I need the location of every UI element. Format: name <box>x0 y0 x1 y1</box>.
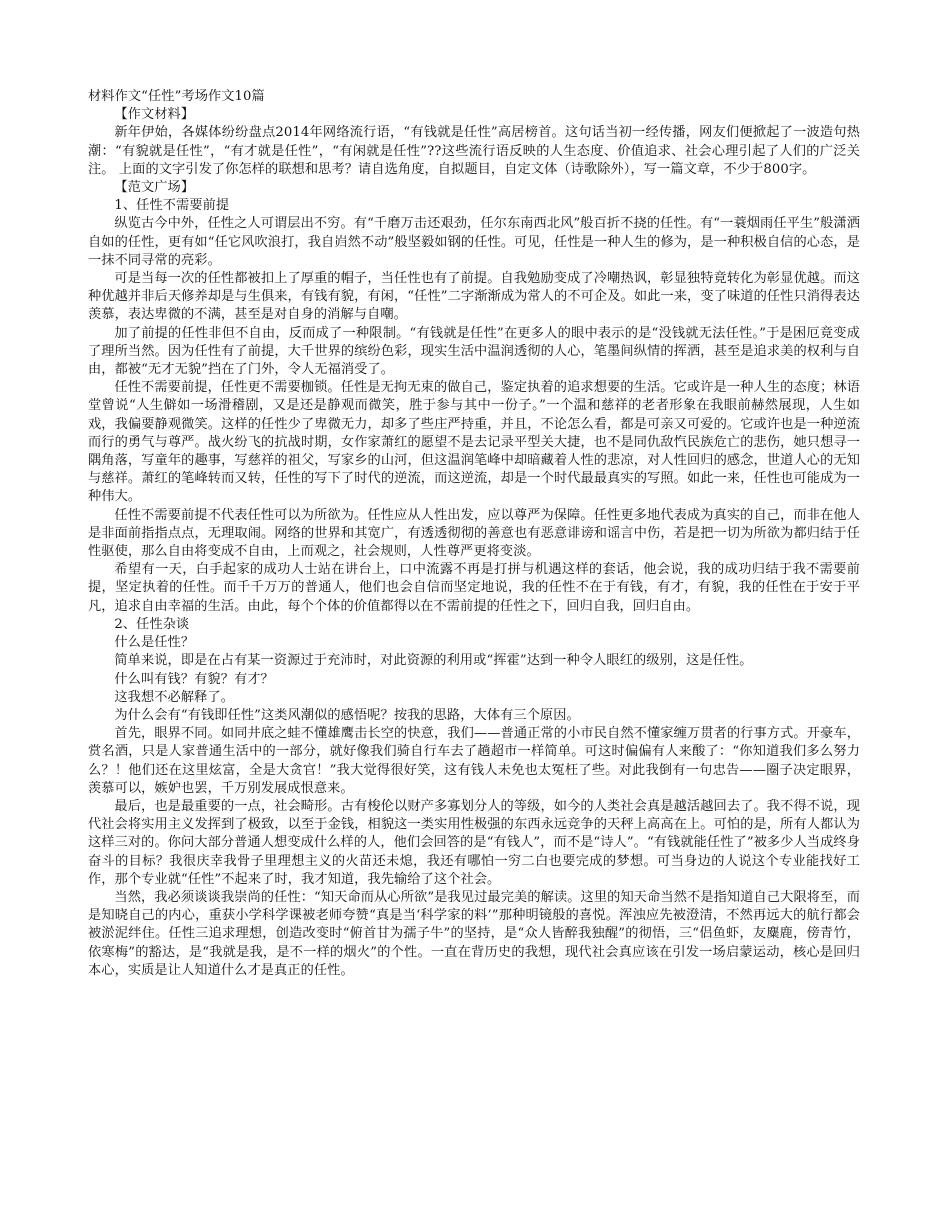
section-heading-examples: 【范文广场】 <box>114 180 195 196</box>
paragraph: 首先，眼界不同。如同井底之蛙不懂雄鹰击长空的快意，我们——普通正常的小市民自然不懂家缠万贯者的行事方式。开豪车，赏名酒，只是人家普通生活中的一部分，就好像我们骑自行车去了趟超市一样简单。可这时偏偏有人来酸了：“你知道我们多么努力么？！他们还在这里炫富，全是大贪官！”我大觉得很好笑，这有钱人未免也太冤枉了些。对此我倒有一句忠告——圈子决定眼界，羡慕可以，嫉妒也罢，千万别发展成恨意来。 <box>88 726 860 796</box>
paragraph: 新年伊始，各媒体纷纷盘点2014年网络流行语，“有钱就是任性”高居榜首。这句话当初一经传播，网友们便掀起了一波造句热潮：“有貌就是任性”，“有才就是任性”，“有闲就是任性”??这些流行语反映的人生态度、价值追求、社会心理引起了人们的广泛关注。 上面的文字引发了你怎样的联想和思考？请自选角度，自拟题目，自定文体（诗歌除外），写一篇文章，不少于800字。 <box>88 125 860 177</box>
document-title: 材料作文“任性”考场作文10篇 <box>88 89 265 104</box>
paragraph: 最后，也是最重要的一点，社会畸形。古有梭伦以财产多寡划分人的等级，如今的人类社会真是越活越回去了。我不得不说，现代社会将实用主义发挥到了极致，以至于金钱，相貌这一类实用性极强的东西永远竞争的天秤上高高在上。可怕的是，所有人都认为这样三对的。你问大部分普通人想变成什么样的人，他们会回答的是“有钱人”，而不是“诗人”。“有钱就能任性了”被多少人当成终身奋斗的目标？我很庆幸我骨子里理想主义的火苗还未熄，我还有哪怕一穷二白也要完成的梦想。可当身边的人说这个专业能找好工作，那个专业就“任性”不起来了时，我才知道，我先输给了这个社会。 <box>88 798 860 887</box>
document-page <box>88 88 860 980</box>
paragraph: 当然，我必须谈谈我崇尚的任性：“知天命而从心所欲”是我见过最完美的解读。这里的知天命当然不是指知道自己大限将至，而是知晓自己的内心，重获小学科学课被老师夸赞“真是当‘科学家的料’”那种明镜般的喜悦。浑浊应先被澄清，不然再远大的航行都会被淤泥绊住。任性三追求理想，创造改变时“俯首甘为孺子牛”的坚持，是“众人皆醉我独醒”的彻悟，三“侣鱼虾，友麋鹿，傍青竹，依寒梅”的豁达，是“我就是我，是不一样的烟火”的个性。一直在背历史的我想，现代社会真应该在引发一场启蒙运动，核心是回归本心，实质是让人知道什么才是真正的任性。 <box>88 889 860 978</box>
paragraph: 希望有一天，白手起家的成功人士站在讲台上，口中流露不再是打拼与机遇这样的套话，他会说，我的成功归结于我不需要前提，坚定执着的任性。而千千万万的普通人，他们也会自信而坚定地说，我的任性不在于有钱，有才，有貌，我的任性在于安于平凡，追求自由幸福的生活。由此，每个个体的价值都得以在不需前提的任性之下，回归自我，回归自由。 <box>88 562 860 614</box>
essay-heading-1: 1、任性不需要前提 <box>114 198 230 214</box>
paragraph: 这我想不必解释了。 <box>114 689 234 705</box>
section-heading-material: 【作文材料】 <box>114 107 195 123</box>
paragraph: 加了前提的任性非但不自由，反而成了一种限制。“有钱就是任性”在更多人的眼中表示的是“没钱就无法任性。”于是困厄竟变成了理所当然。因为任性有了前提，大千世界的缤纷色彩，现实生活中温润透彻的人心，笔墨间纵情的挥洒，甚至是追求美的权利与自由，都被“无才无貌”挡在了门外，令人无福消受了。 <box>88 325 860 378</box>
paragraph: 纵览古今中外，任性之人可谓层出不穷。有“千磨万击还艰劲，任尔东南西北风”般百折不挠的任性。有“一蓑烟雨任平生”般潇洒自如的任性，更有如“任它风吹浪打，我自岿然不动”般坚毅如钢的任性。可见，任性是一种人生的修为，是一种积极自信的心态，是一抹不同寻常的亮彩。 <box>88 216 860 268</box>
essay-heading-2: 2、任性杂谈 <box>114 616 190 632</box>
paragraph: 任性不需要前提不代表任性可以为所欲为。任性应从人性出发，应以尊严为保障。任性更多地代表成为真实的自己，而非在他人是非面前指指点点，无理取闹。网络的世界和其宽广，有透透彻彻的善意也有恶意诽谤和谣言中伤，若是把一切为所欲为都归结于任性驱使，那么自由将变成不自由，上而观之，社会规则，人性尊严更将变淡。 <box>88 507 860 560</box>
paragraph: 什么是任性？ <box>114 635 195 651</box>
paragraph: 任性不需要前提，任性更不需要枷锁。任性是无拘无束的做自己，鉴定执着的追求想要的生活。它或许是一种人生的态度；林语堂曾说“人生僻如一场滑稽剧，又是还是静观而微笑，胜于参与其中一份子。”一个温和慈祥的老者形象在我眼前赫然展现，人生如戏，我偏要静观微笑。这样的任性少了卑微无力，却多了些庄严持重，并且，不论怎么看，都是可亲又可爱的。它或许也是一种逆流而行的勇气与尊严。战火纷飞的抗战时期，女作家萧红的愿望不是去记录平型关大捷，也不是同仇敌忾民族危亡的悲伤，她只想寻一隅角落，写童年的趣事，写慈祥的祖父，写家乡的山河，但这温润笔峰中却暗藏着人性的悲凉，对人性回归的感念，世道人心的无知与慈祥。萧红的笔峰转而又转，任性的写下了时代的逆流，而这逆流，却是一个时代最最真实的写照。如此一来，任性也可能成为一种伟大。 <box>88 380 860 505</box>
paragraph: 什么叫有钱？有貌？有才？ <box>114 671 274 687</box>
paragraph: 为什么会有“有钱即任性”这类风潮似的感悟呢？按我的思路，大体有三个原因。 <box>114 707 580 723</box>
paragraph: 可是当每一次的任性都被扣上了厚重的帽子，当任性也有了前提。自我勉励变成了冷嘲热讽，彰显独特竟转化为彰显优越。而这种优越并非后天修养却是与生俱来，有钱有貌，有闲，“任性”二字渐渐成为常人的不可企及。如此一来，变了味道的任性只消得表达羡慕，表达卑微的不满，甚至是对自身的消解与自嘲。 <box>88 271 860 323</box>
paragraph: 简单来说，即是在占有某一资源过于充沛时，对此资源的利用或“挥霍”达到一种令人眼红的级别，这是任性。 <box>114 653 753 669</box>
